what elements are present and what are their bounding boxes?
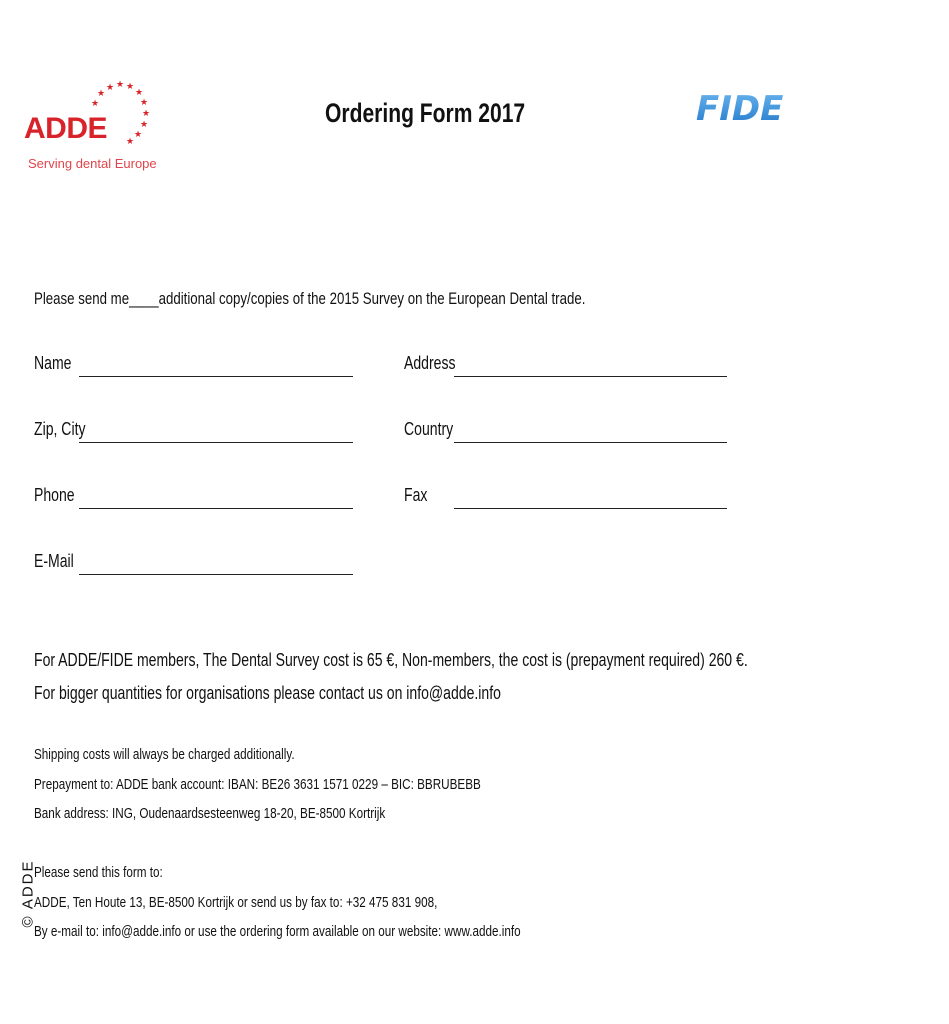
- svg-text:★: ★: [116, 80, 125, 90]
- country-label: Country: [404, 419, 454, 439]
- intro-text: Please send me____additional copy/copies of the 2015 Survey on the European Dental trade.: [34, 289, 586, 308]
- phone-label: Phone: [34, 485, 75, 505]
- zip-city-label: Zip, City: [34, 419, 86, 439]
- page-title: Ordering Form 2017: [325, 98, 526, 128]
- svg-text:★: ★: [126, 137, 135, 147]
- shipping-note: Shipping costs will always be charged additionally.: [34, 746, 295, 763]
- svg-text:★: ★: [134, 130, 143, 140]
- adde-logo: [24, 78, 157, 178]
- email-field[interactable]: [79, 574, 353, 575]
- fax-label: Fax: [404, 485, 428, 505]
- fide-logo-icon: [694, 80, 784, 129]
- svg-text:★: ★: [142, 109, 151, 119]
- svg-text:★: ★: [140, 98, 149, 108]
- svg-text:★: ★: [97, 89, 106, 99]
- send-heading: Please send this form to:: [34, 864, 163, 881]
- fax-field[interactable]: [454, 508, 727, 509]
- pricing-line-1: For ADDE/FIDE members, The Dental Survey cost is 65 €, Non-members, the cost is (prepayment required) 260 €.: [34, 650, 748, 670]
- fide-wordmark: FIDE: [696, 89, 784, 129]
- country-field[interactable]: [454, 442, 727, 443]
- email-label: E-Mail: [34, 551, 74, 571]
- bank-account: Prepayment to: ADDE bank account: IBAN: BE26 3631 1571 0229 – BIC: BBRUBEBB: [34, 776, 481, 793]
- pricing-line-2: For bigger quantities for organisations please contact us on info@adde.info: [34, 683, 501, 703]
- name-label: Name: [34, 353, 72, 373]
- address-label: Address: [404, 353, 456, 373]
- svg-text:★: ★: [140, 120, 149, 130]
- name-field[interactable]: [79, 376, 353, 377]
- send-address: ADDE, Ten Houte 13, BE-8500 Kortrijk or send us by fax to: +32 475 831 908,: [34, 894, 438, 911]
- adde-wordmark: ADDE: [24, 112, 108, 145]
- bank-address: Bank address: ING, Oudenaardsesteenweg 18-20, BE-8500 Kortrijk: [34, 805, 386, 822]
- phone-field[interactable]: [79, 508, 353, 509]
- zip-city-field[interactable]: [79, 442, 353, 443]
- svg-text:★: ★: [91, 99, 100, 109]
- svg-text:★: ★: [126, 82, 135, 92]
- svg-text:★: ★: [135, 88, 144, 98]
- fide-logo: [694, 80, 784, 129]
- svg-text:★: ★: [106, 83, 115, 93]
- address-field[interactable]: [454, 376, 727, 377]
- adde-tagline: Serving dental Europe: [28, 156, 157, 171]
- copyright-side-mark: © ADDE: [19, 859, 37, 928]
- send-email: By e-mail to: info@adde.info or use the ordering form available on our website: www.adde.info: [34, 923, 521, 940]
